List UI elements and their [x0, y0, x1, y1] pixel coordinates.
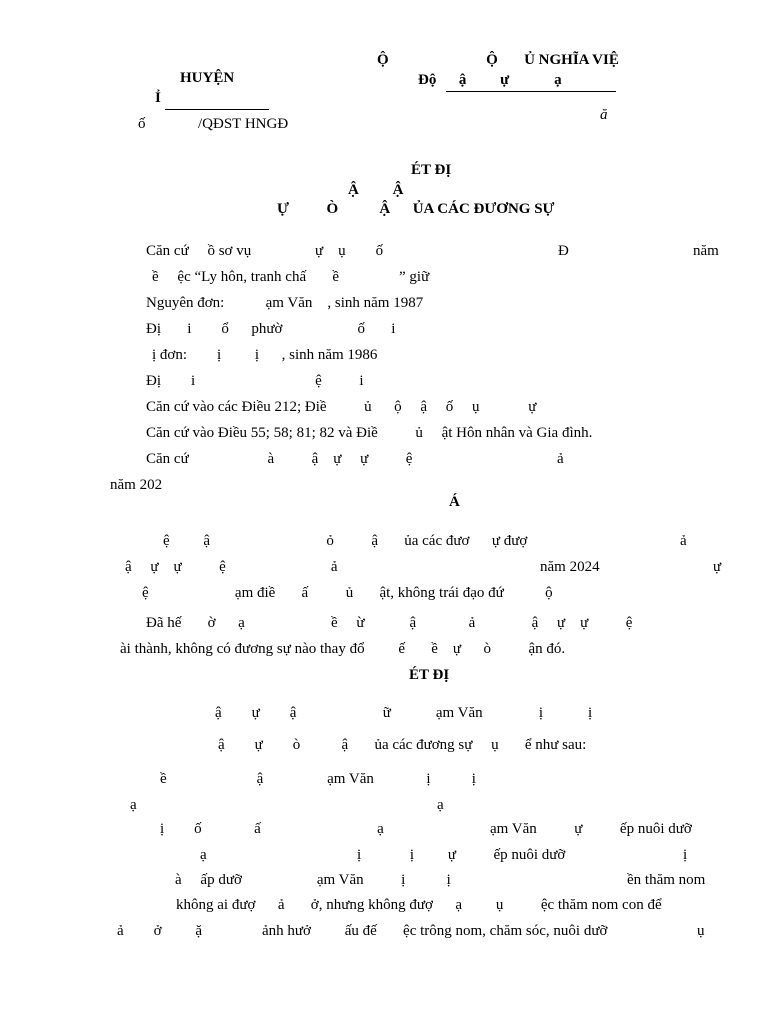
- text-line: ụ: [697, 923, 705, 939]
- text-line: Đị i ổ phườ ố i: [146, 321, 396, 337]
- national-motto-line2: Độ ậ ự ạ: [418, 72, 562, 88]
- text-line: ề ệc “Ly hôn, tranh chấ ề ” giữ: [152, 269, 430, 285]
- text-line: ả ở ặ ảnh hưở ấu đế ệc trông nom, chăm sóc, nuôi dưỡ: [117, 923, 608, 939]
- text-line: không ai đượ ả ở, nhưng không đượ ạ ụ ệc thăm nom con để: [176, 897, 662, 913]
- court-name: HUYỆN: [180, 70, 235, 86]
- text-line: năm 2024: [540, 559, 600, 575]
- text-line: ậ ự ậ ữ ạm Văn ị ị: [215, 705, 593, 721]
- decision-number: ố /QĐST HNGĐ: [138, 116, 289, 132]
- text-line: ệ ậ ỏ ậ ủa các đươ ự đượ: [163, 533, 528, 549]
- document-title-line3: Ự Ò Ậ ỦA CÁC ĐƯƠNG SỰ: [277, 201, 555, 217]
- text-line: ị ị ự ếp nuôi dưỡ: [357, 847, 566, 863]
- text-line: Căn cứ à ậ ự ự ệ: [146, 451, 413, 467]
- text-line: ền thăm nom: [627, 872, 706, 888]
- text-line: ả: [557, 451, 564, 467]
- text-line: ạm Văn ự ếp nuôi dưỡ: [490, 821, 692, 837]
- text-line: ị đơn: ị ị , sinh năm 1986: [152, 347, 378, 363]
- text-line: ài thành, không có đương sự nào thay đổ ế ề ự ò ận đó.: [120, 641, 566, 657]
- text-line: năm: [693, 243, 719, 259]
- section-heading-decision: ÉT ĐỊ: [409, 667, 450, 683]
- document-title-line1: ÉT ĐỊ: [411, 162, 452, 178]
- text-line: năm 202: [110, 477, 163, 493]
- document-title-line2: Ậ Ậ: [348, 182, 404, 198]
- left-underline: [165, 109, 269, 110]
- text-line: ạ: [200, 847, 207, 863]
- court-province: Ỉ: [155, 90, 161, 106]
- text-line: ậ ự ự ệ ả: [125, 559, 338, 575]
- issue-date: ă: [600, 107, 608, 123]
- text-line: ả: [680, 533, 687, 549]
- text-line: Đị i ệ i: [146, 373, 364, 389]
- right-underline: [446, 91, 616, 92]
- text-line: ề ậ ạm Văn ị ị: [160, 771, 476, 787]
- text-line: Căn cứ vào Điều 55; 58; 81; 82 và Điề ủ ật Hôn nhân và Gia đình.: [146, 425, 593, 441]
- text-line: à ấp dưỡ ạm Văn ị ị: [175, 872, 451, 888]
- national-motto-line1: Ộ Ộ Ủ NGHĨA VIỆ: [377, 52, 619, 68]
- text-line: Căn cứ ồ sơ vụ ự ụ ố: [146, 243, 384, 259]
- text-line: ậ ự ò ậ ủa các đương sự ụ ể như sau:: [218, 737, 587, 753]
- text-line: Nguyên đơn: ạm Văn , sinh năm 1987: [146, 295, 424, 311]
- text-line: ự: [713, 559, 722, 575]
- text-line: Đã hế ờ ạ ề ừ ậ ả ậ ự ự ệ: [146, 615, 633, 631]
- text-line: ạ: [130, 797, 137, 813]
- section-heading-considerations: Á: [449, 494, 460, 510]
- text-line: ệ ạm điề ấ ủ ật, không trái đạo đứ ộ: [142, 585, 553, 601]
- text-line: Đ: [558, 243, 569, 259]
- text-line: ị: [683, 847, 688, 863]
- text-line: Căn cứ vào các Điều 212; Điề ủ ộ ậ ố ụ ự: [146, 399, 537, 415]
- text-line: ạ: [437, 797, 444, 813]
- text-line: ị ố ấ ạ: [160, 821, 384, 837]
